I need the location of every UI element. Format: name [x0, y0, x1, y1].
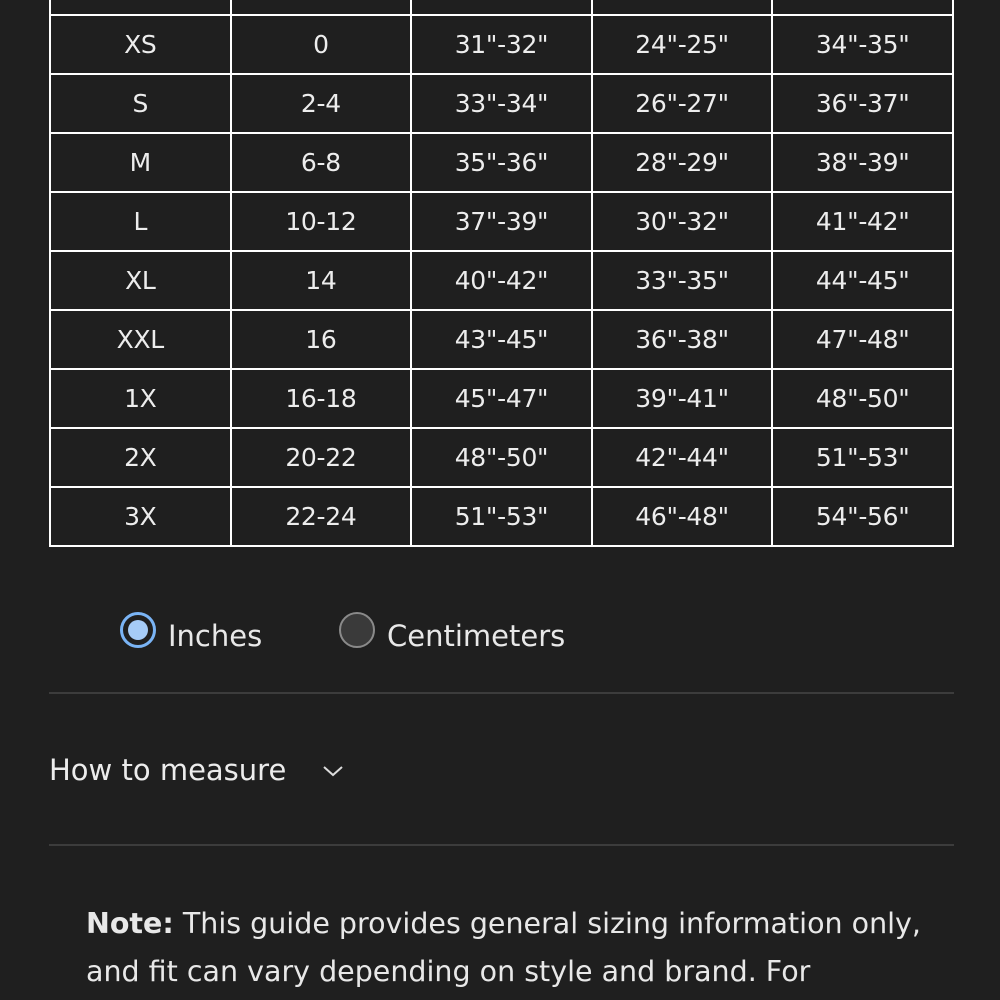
divider [49, 844, 954, 846]
table-row [50, 428, 953, 487]
table-cell: 6-8 [231, 133, 412, 192]
inches-radio[interactable] [120, 612, 156, 648]
how-to-measure-accordion[interactable] [49, 740, 344, 800]
table-cell: 22-24 [231, 487, 412, 546]
table-cell: XXL [50, 310, 231, 369]
table-cell: 3X [50, 487, 231, 546]
table-cell: 48"-50" [772, 369, 953, 428]
table-cell: 42"-44" [592, 428, 773, 487]
table-cell: 37"-39" [411, 192, 592, 251]
table-cell: 1X [50, 369, 231, 428]
table-row [50, 15, 953, 74]
table-cell: 35"-36" [411, 133, 592, 192]
table-cell: 39"-41" [592, 369, 773, 428]
table-cell: 48"-50" [411, 428, 592, 487]
table-cell: 30"-32" [592, 192, 773, 251]
table-cell: 47"-48" [772, 310, 953, 369]
inches-option[interactable] [120, 600, 262, 660]
table-cell: 24"-25" [592, 15, 773, 74]
table-cell: 2X [50, 428, 231, 487]
table-cell: 45"-47" [411, 369, 592, 428]
table-cell: S [50, 74, 231, 133]
table-cell: XS [50, 15, 231, 74]
table-cell: 31"-32" [411, 15, 592, 74]
table-cell: 2-4 [231, 74, 412, 133]
table-cell [231, 0, 412, 15]
table-cell: L [50, 192, 231, 251]
divider [49, 692, 954, 694]
note-label: Note: [86, 907, 174, 940]
table-cell: 51"-53" [772, 428, 953, 487]
table-cell: 16 [231, 310, 412, 369]
table-cell: 33"-35" [592, 251, 773, 310]
inches-label[interactable]: Inches [168, 619, 263, 653]
note-text: This guide provides general sizing information only, and fit can vary depending on style and brand. For [86, 907, 921, 988]
centimeters-label[interactable]: Centimeters [387, 619, 566, 653]
how-to-measure-title[interactable]: How to measure [49, 753, 287, 787]
table-header-row [50, 0, 953, 15]
table-cell: 36"-38" [592, 310, 773, 369]
table-cell: 36"-37" [772, 74, 953, 133]
table-cell: 0 [231, 15, 412, 74]
sizing-note [86, 900, 946, 996]
table-cell: 34"-35" [772, 15, 953, 74]
table-cell: M [50, 133, 231, 192]
table-row [50, 74, 953, 133]
size-chart-table [49, 0, 954, 547]
centimeters-option[interactable] [339, 600, 565, 660]
table-cell [772, 0, 953, 15]
table-cell: 14 [231, 251, 412, 310]
table-cell: 44"-45" [772, 251, 953, 310]
table-cell: 28"-29" [592, 133, 773, 192]
table-row [50, 251, 953, 310]
table-row [50, 369, 953, 428]
size-chart-body [50, 0, 953, 546]
table-cell: 54"-56" [772, 487, 953, 546]
table-cell: 43"-45" [411, 310, 592, 369]
table-cell: XL [50, 251, 231, 310]
table-cell: 51"-53" [411, 487, 592, 546]
table-cell: 46"-48" [592, 487, 773, 546]
table-row [50, 192, 953, 251]
chevron-down-icon[interactable] [322, 763, 344, 777]
table-cell: 10-12 [231, 192, 412, 251]
table-cell [50, 0, 231, 15]
table-cell [411, 0, 592, 15]
table-cell: 26"-27" [592, 74, 773, 133]
table-row [50, 133, 953, 192]
table-cell: 20-22 [231, 428, 412, 487]
unit-selector [0, 600, 1000, 660]
centimeters-radio[interactable] [339, 612, 375, 648]
table-cell: 33"-34" [411, 74, 592, 133]
table-cell: 38"-39" [772, 133, 953, 192]
table-cell: 41"-42" [772, 192, 953, 251]
table-cell [592, 0, 773, 15]
table-cell: 40"-42" [411, 251, 592, 310]
table-row [50, 310, 953, 369]
table-cell: 16-18 [231, 369, 412, 428]
table-row [50, 487, 953, 546]
